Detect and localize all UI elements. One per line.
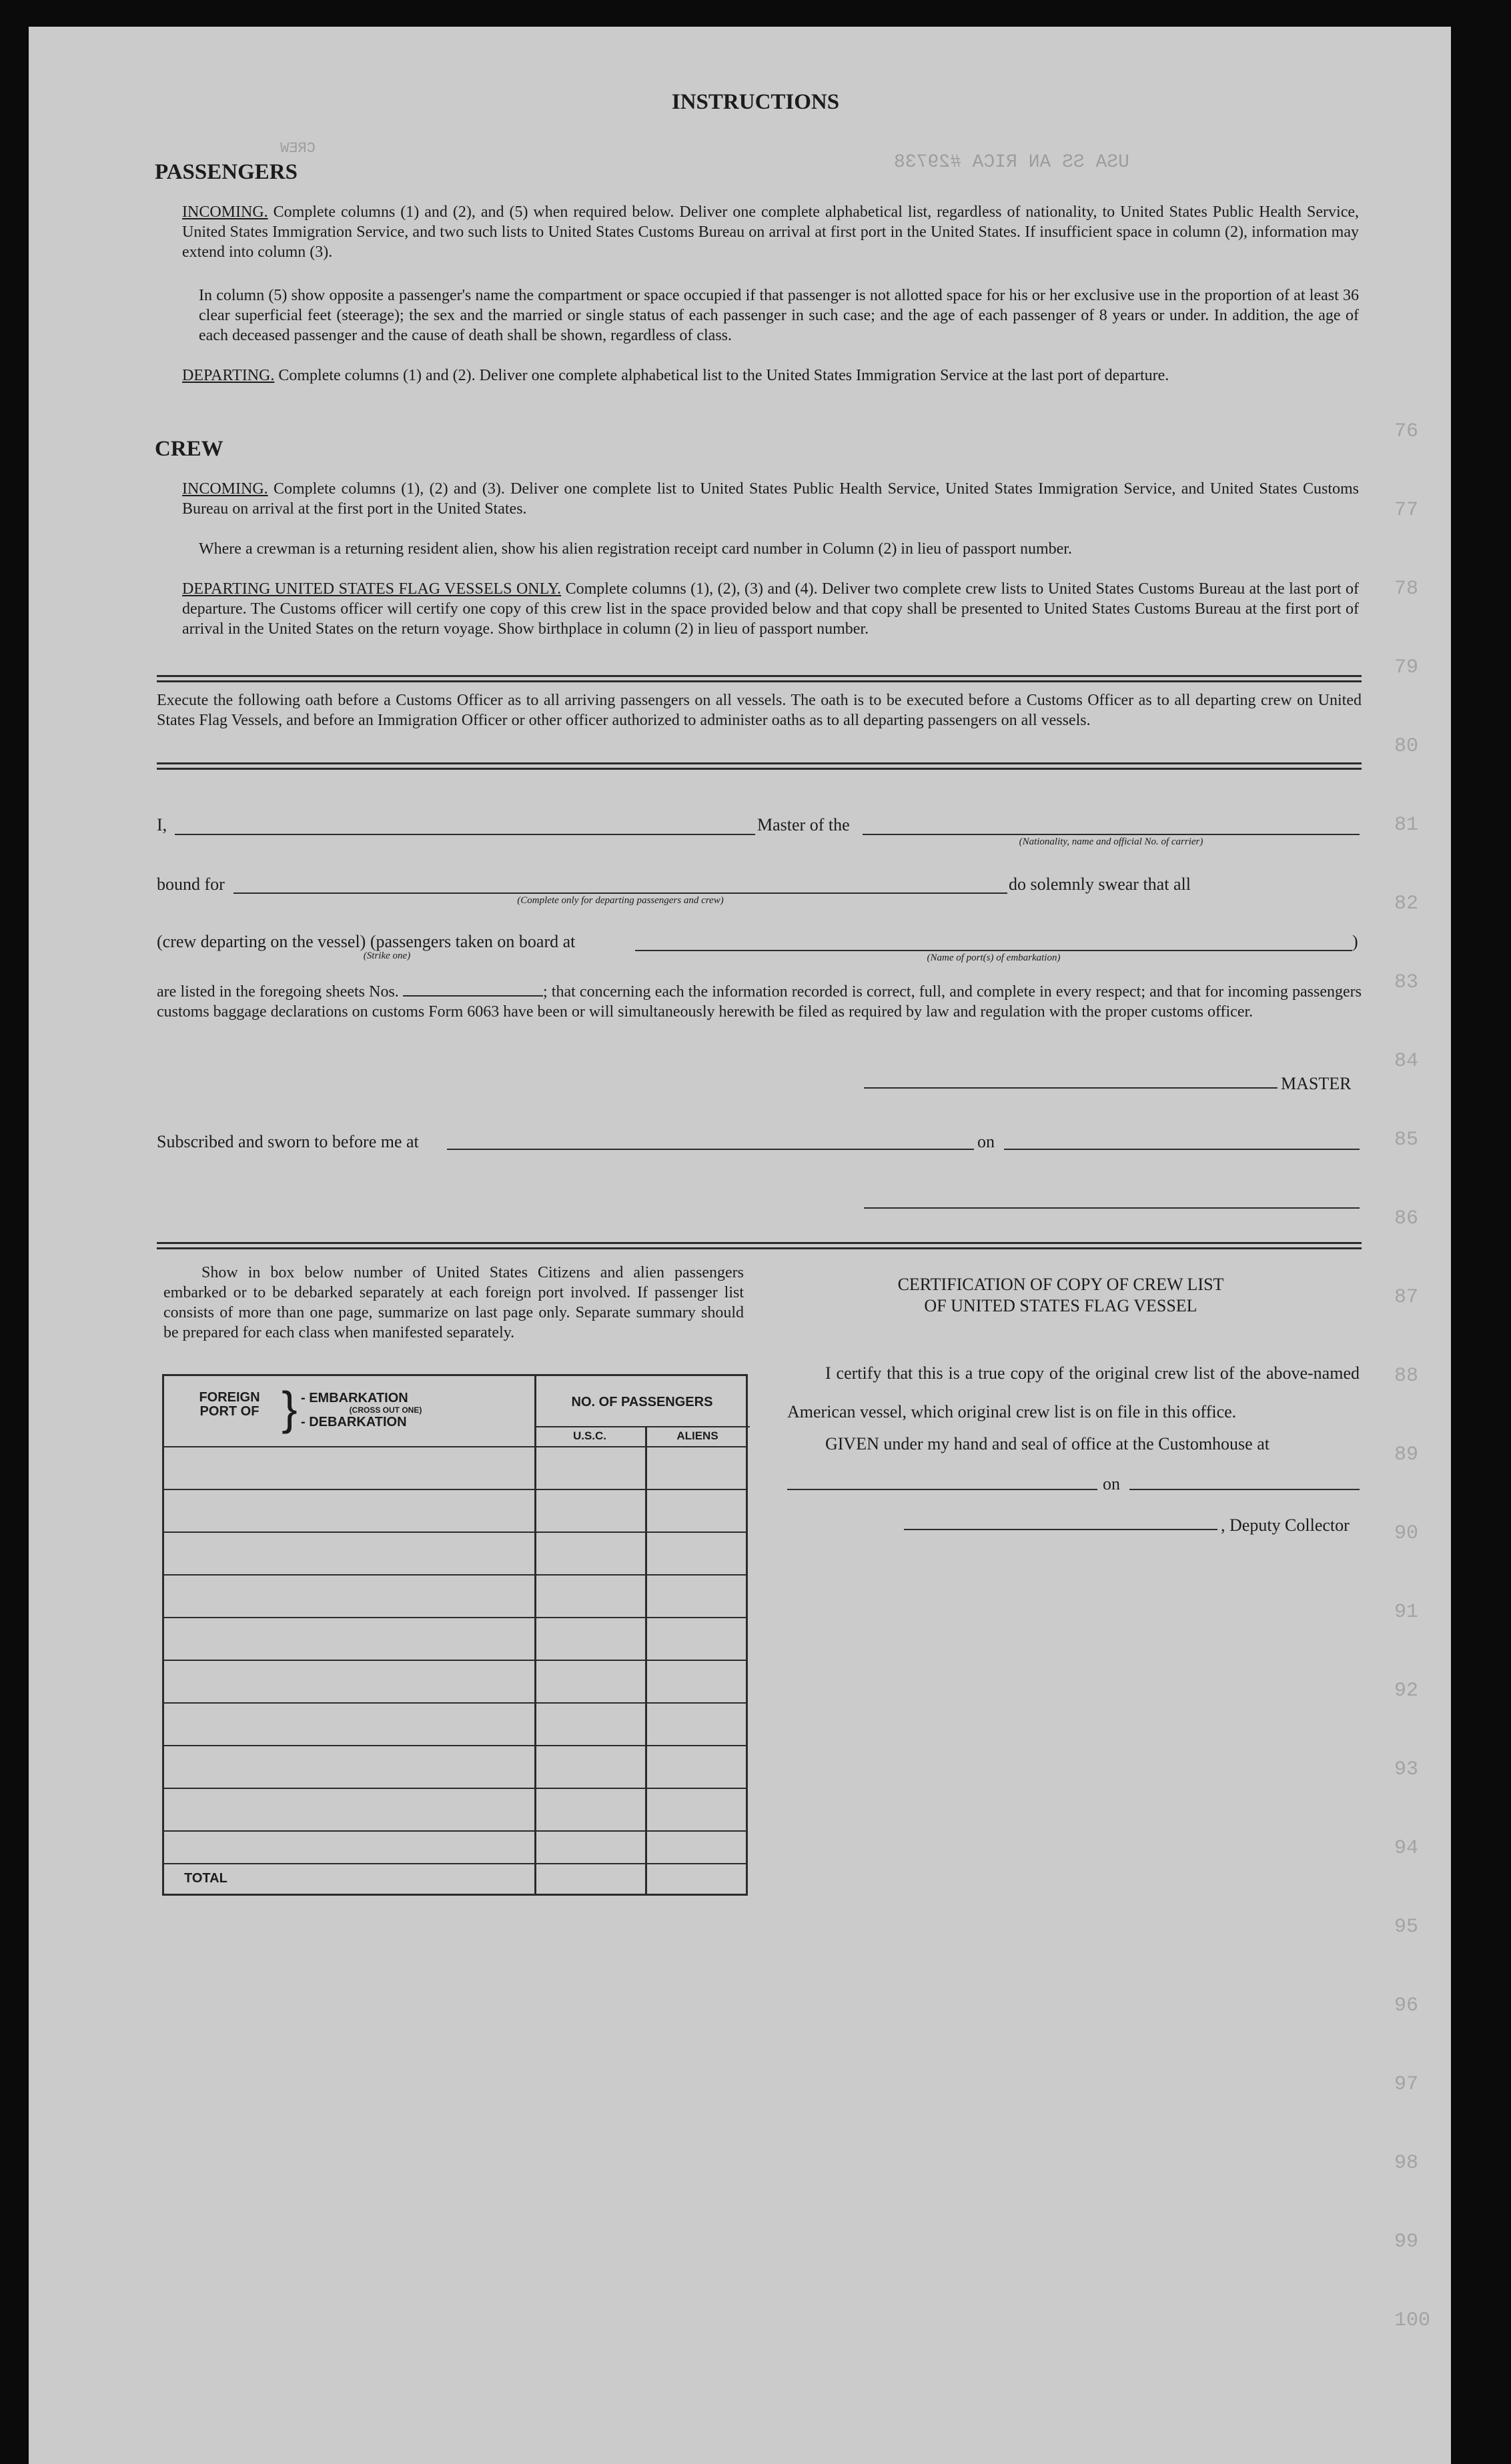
oath-crew-departing: (crew departing on the vessel) (passengers taken on board at	[157, 932, 576, 951]
oath-i-label: I,	[157, 815, 167, 834]
certification-given: GIVEN under my hand and seal of office at the Customhouse at	[825, 1434, 1270, 1453]
passengers-incoming-text: Complete columns (1) and (2), and (5) when required below. Deliver one complete alphabetical list, regardless of nationality, to United States Public Health Service, United States Immigration Service, and two such lists to United States Customs Bureau on arrival at first port in the United States. If insufficient space in column (2), information may extend into column (3).	[182, 203, 1360, 261]
bleedthrough-vessel: USA SS AN RICA #29738	[894, 152, 1129, 173]
passengers-departing-text: Complete columns (1) and (2). Deliver one complete alphabetical list to the United States Immigration Service at the last port of departure.	[278, 367, 1169, 384]
complete-caption: (Complete only for departing passengers and crew)	[517, 895, 724, 906]
bleedthrough-crew: CREW	[280, 140, 316, 157]
bleedthrough-row-number: 95	[1394, 1916, 1419, 1938]
crew-departing-label: DEPARTING UNITED STATES FLAG VESSELS ONLY.	[182, 580, 562, 598]
certification-title-line1: CERTIFICATION OF COPY OF CREW LIST	[897, 1275, 1224, 1294]
bleedthrough-row-number: 98	[1394, 2152, 1419, 2175]
certification-text: I certify that this is a true copy of the original crew list of the above-named American vessel, which original crew list is on file in this office.	[787, 1363, 1360, 1421]
bleedthrough-row-number: 85	[1394, 1129, 1419, 1151]
bleedthrough-row-number: 96	[1394, 1994, 1419, 2017]
bleedthrough-row-number: 88	[1394, 1365, 1419, 1387]
certification-on: on	[1103, 1474, 1120, 1493]
master-signature-field[interactable]	[864, 1087, 1278, 1089]
summary-text: Show in box below number of United States Citizens and alien passengers embarked or to be debarked separately at each foreign port involved. If passenger list consists of more than one page, summarize on last page only. Separate summary should be prepared for each class when manifested separately.	[163, 1264, 744, 1341]
bleedthrough-row-number: 84	[1394, 1050, 1419, 1073]
certification-title	[767, 1274, 1354, 1317]
total-label: TOTAL	[184, 1871, 227, 1886]
passengers-departing	[182, 366, 1359, 386]
passenger-summary-table	[162, 1374, 748, 1896]
bleedthrough-row-number: 97	[1394, 2073, 1419, 2096]
passengers-departing-label: DEPARTING.	[182, 367, 275, 384]
oath-intro: Execute the following oath before a Customs Officer as to all arriving passengers on all vessels. The oath is to be executed before a Customs Officer as to all departing crew on United States Flag Vessels, and before an Immigration Officer or other officer authorized to administer oaths as to all departing passengers on all vessels.	[157, 692, 1362, 729]
oath-listed	[157, 982, 1362, 1022]
oath-divider	[157, 762, 1362, 770]
oath-swear: do solemnly swear that all	[1009, 874, 1191, 894]
crew-incoming-text: Complete columns (1), (2) and (3). Deliver one complete list to United States Public Health Service, United States Immigration Service, and United States Customs Bureau on arrival at the first port in the United States.	[182, 480, 1359, 518]
bleedthrough-row-number: 91	[1394, 1601, 1419, 1624]
bleedthrough-row-number: 79	[1394, 656, 1419, 679]
col-usc: U.S.C.	[572, 1429, 607, 1442]
oath-close-paren: )	[1352, 932, 1358, 951]
deputy-label: , Deputy Collector	[1221, 1515, 1350, 1535]
sheet-numbers-field[interactable]	[403, 982, 543, 997]
brace-glyph: }	[282, 1382, 298, 1434]
oath-on: on	[977, 1132, 995, 1151]
crew-resident: Where a crewman is a returning resident alien, show his alien registration receipt card number in Column (2) in lieu of passport number.	[199, 540, 1072, 558]
col-debarkation: - DEBARKATION	[301, 1415, 407, 1429]
crew-heading: CREW	[155, 437, 223, 461]
crew-departing	[182, 579, 1359, 639]
oath-subscribed: Subscribed and sworn to before me at	[157, 1132, 419, 1151]
summary-divider	[157, 1242, 1362, 1249]
cross-out-caption: (CROSS OUT ONE)	[349, 1405, 422, 1415]
master-label: MASTER	[1281, 1074, 1352, 1093]
col-embarkation: - EMBARKATION	[301, 1391, 408, 1405]
embarkation-port-field[interactable]	[635, 950, 1352, 951]
col-aliens: ALIENS	[676, 1429, 718, 1442]
col-no-passengers: NO. OF PASSENGERS	[571, 1395, 713, 1409]
page-title: INSTRUCTIONS	[671, 90, 840, 114]
col-foreign-port: FOREIGN PORT OF	[199, 1390, 260, 1419]
bleedthrough-row-number: 89	[1394, 1443, 1419, 1466]
bleedthrough-row-number: 90	[1394, 1522, 1419, 1545]
bleedthrough-row-number: 82	[1394, 892, 1419, 915]
oath-master-of: Master of the	[757, 815, 850, 834]
bleedthrough-row-number: 78	[1394, 578, 1419, 600]
section-divider	[157, 675, 1362, 682]
oath-listed-rest: ; that concerning each the information recorded is correct, full, and complete in every respect; and that for incoming passengers customs baggage declarations on customs Form 6063 have been or will simultaneously herewith be filed as required by law and regulation with the proper customs officer.	[157, 983, 1362, 1021]
certification-title-line2: OF UNITED STATES FLAG VESSEL	[924, 1296, 1197, 1315]
crew-incoming	[182, 479, 1359, 519]
officer-signature-field[interactable]	[864, 1207, 1360, 1209]
deputy-signature-field[interactable]	[904, 1529, 1217, 1530]
bleedthrough-row-number: 80	[1394, 735, 1419, 758]
master-name-field[interactable]	[175, 834, 755, 835]
certification-date-field[interactable]	[1129, 1489, 1360, 1490]
bleedthrough-row-number: 100	[1394, 2309, 1431, 2332]
customhouse-field[interactable]	[787, 1489, 1097, 1490]
crew-incoming-label: INCOMING.	[182, 480, 268, 498]
passengers-heading: PASSENGERS	[155, 160, 298, 184]
passengers-incoming	[182, 202, 1359, 262]
bleedthrough-row-number: 81	[1394, 814, 1419, 836]
sworn-date-field[interactable]	[1004, 1149, 1360, 1150]
carrier-field[interactable]	[863, 834, 1360, 835]
strike-caption: (Strike one)	[363, 951, 411, 961]
bleedthrough-row-number: 76	[1394, 420, 1419, 443]
crew-departing-text: Complete columns (1), (2), (3) and (4). Deliver two complete crew lists to United States Customs Bureau at the last port of departure. The Customs officer will certify one copy of this crew list in the space provided below and that copy shall be presented to United States Customs Bureau at the first port of arrival in the United States on the return voyage. Show birthplace in column (2) in lieu of passport number.	[182, 580, 1359, 638]
oath-bound-for: bound for	[157, 874, 225, 894]
bleedthrough-row-number: 87	[1394, 1286, 1419, 1309]
passengers-column5: In column (5) show opposite a passenger's name the compartment or space occupied if that passenger is not allotted space for his or her exclusive use in the proportion of at least 36 clear superficial feet (steerage); the sex and the married or single status of each passenger in such case; and the age of each passenger of 8 years or under. In addition, the age of each deceased passenger and the cause of death shall be shown, regardless of class.	[199, 287, 1359, 344]
bleedthrough-row-number: 99	[1394, 2231, 1419, 2253]
passengers-incoming-label: INCOMING.	[182, 203, 268, 221]
bleedthrough-row-number: 83	[1394, 971, 1419, 994]
bleedthrough-row-number: 77	[1394, 499, 1419, 522]
bleedthrough-row-number: 92	[1394, 1680, 1419, 1702]
port-caption: (Name of port(s) of embarkation)	[927, 953, 1061, 963]
sworn-place-field[interactable]	[447, 1149, 974, 1150]
destination-field[interactable]	[233, 892, 1007, 894]
bleedthrough-row-number: 94	[1394, 1837, 1419, 1860]
nationality-caption: (Nationality, name and official No. of carrier)	[1019, 836, 1203, 847]
oath-listed-label: are listed in the foregoing sheets Nos.	[157, 983, 399, 1001]
bleedthrough-row-number: 86	[1394, 1207, 1419, 1230]
bleedthrough-row-number: 93	[1394, 1758, 1419, 1781]
